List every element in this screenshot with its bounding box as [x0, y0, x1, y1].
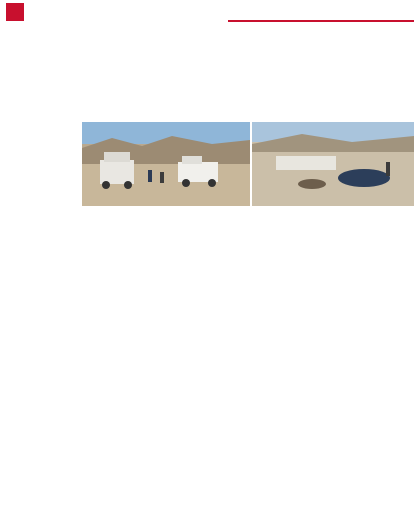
- story1-photo-police: [82, 122, 250, 206]
- page-header: [0, 0, 420, 30]
- crime-scene-image: [252, 122, 414, 206]
- header-rule: [228, 20, 414, 22]
- brand-logo: [28, 2, 37, 20]
- unused-anchor-2: [84, 214, 160, 215]
- police-scene-image: [82, 122, 250, 206]
- story1-photo-body: [252, 122, 414, 206]
- story1-column-1: [14, 126, 78, 322]
- page-number: [6, 3, 24, 21]
